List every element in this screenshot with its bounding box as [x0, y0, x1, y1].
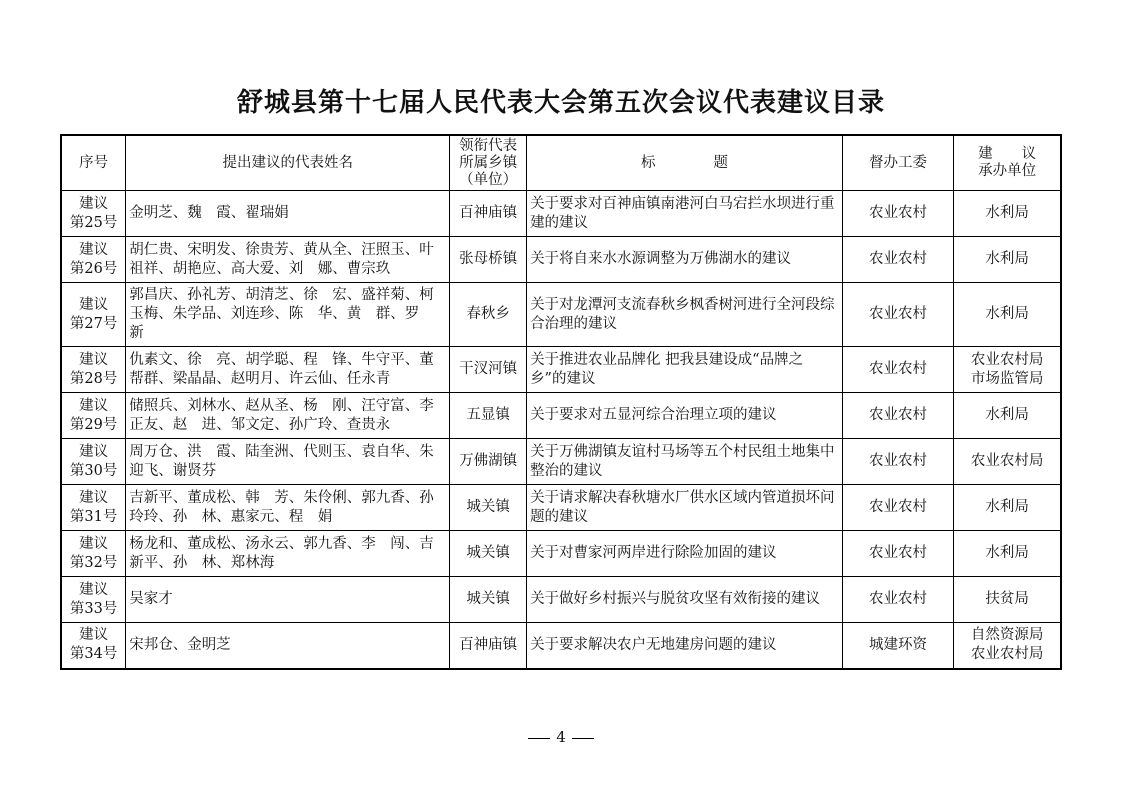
- seq-label: 建议: [79, 627, 109, 644]
- cell-unit: [954, 623, 1061, 669]
- footer-dash-left: [528, 738, 550, 739]
- supervising-office: 农业农村: [869, 591, 927, 607]
- seq-number: 第26号: [69, 260, 118, 277]
- cell-names: [126, 439, 450, 485]
- cell-title: [527, 577, 843, 623]
- town-name: 干汊河镇: [459, 361, 518, 377]
- delegate-names: 金明芝、魏 霞、翟瑞娟: [129, 205, 289, 221]
- handling-unit: 水利局: [985, 545, 1029, 561]
- seq-label: 建议: [79, 397, 109, 414]
- header-unit: [954, 135, 1061, 191]
- seq-label: 建议: [79, 443, 109, 460]
- supervising-office: 农业农村: [869, 545, 927, 561]
- cell-title: [527, 623, 843, 669]
- proposal-title: 关于万佛湖镇友谊村马场等五个村民组土地集中整治的建议: [530, 443, 835, 479]
- cell-office: [842, 439, 953, 485]
- header-town-line1: 领衔代表: [459, 137, 518, 154]
- cell-town: [450, 347, 527, 393]
- header-office: 督办工委: [842, 135, 953, 191]
- cell-title: [527, 237, 843, 283]
- handling-unit: 水利局: [985, 251, 1029, 267]
- cell-unit: [954, 347, 1061, 393]
- cell-title: [527, 347, 843, 393]
- cell-unit: [954, 283, 1061, 347]
- proposal-title: 关于对曹家河两岸进行除险加固的建议: [530, 545, 777, 561]
- proposal-title: 关于推进农业品牌化 把我县建设成“品牌之乡”的建议: [530, 351, 804, 387]
- header-unit-line1: 建 议: [978, 146, 1037, 162]
- cell-unit: [954, 577, 1061, 623]
- table-row: [61, 439, 1061, 485]
- cell-office: [842, 623, 953, 669]
- delegate-names: 吉新平、董成松、韩 芳、朱伶俐、郭九香、孙玲玲、孙 林、惠家元、程 娟: [129, 489, 434, 525]
- cell-seq: [61, 393, 126, 439]
- cell-unit: [954, 439, 1061, 485]
- footer-dash-right: [572, 738, 594, 739]
- cell-title: [527, 191, 843, 237]
- seq-label: 建议: [79, 581, 109, 598]
- table-row: [61, 393, 1061, 439]
- seq-number: 第32号: [69, 554, 118, 571]
- seq-number: 第25号: [69, 214, 118, 231]
- town-name: 张母桥镇: [459, 251, 518, 267]
- cell-names: [126, 393, 450, 439]
- handling-unit: 水利局: [985, 499, 1029, 515]
- handling-unit: 自然资源局 农业农村局: [970, 627, 1044, 663]
- town-name: 百神庙镇: [459, 205, 518, 221]
- proposal-title: 关于要求对五显河综合治理立项的建议: [530, 407, 777, 423]
- proposal-title: 关于要求解决农户无地建房问题的建议: [530, 636, 777, 653]
- delegate-names: 郭昌庆、孙礼芳、胡清芝、徐 宏、盛祥菊、柯玉梅、朱学品、刘连珍、陈 华、黄 群、罗 新: [129, 287, 434, 341]
- cell-title: [527, 283, 843, 347]
- supervising-office: 农业农村: [869, 499, 927, 515]
- cell-unit: [954, 393, 1061, 439]
- cell-office: [842, 283, 953, 347]
- town-name: 城关镇: [466, 545, 510, 561]
- header-seq: 序号: [61, 135, 126, 191]
- supervising-office: 农业农村: [869, 453, 927, 469]
- cell-unit: [954, 191, 1061, 237]
- table-header-row: [61, 135, 1061, 191]
- header-town-line2: 所属乡镇: [459, 154, 518, 171]
- header-title: 标 题: [527, 135, 843, 191]
- supervising-office: 农业农村: [869, 361, 927, 377]
- cell-seq: [61, 485, 126, 531]
- cell-title: [527, 485, 843, 531]
- cell-seq: [61, 439, 126, 485]
- table-row: [61, 623, 1061, 669]
- delegate-names: 胡仁贵、宋明发、徐贵芳、黄从全、汪照玉、叶祖祥、胡艳应、高大爱、刘 娜、曹宗玖: [129, 241, 434, 277]
- seq-number: 第33号: [69, 600, 118, 617]
- cell-town: [450, 485, 527, 531]
- town-name: 万佛湖镇: [459, 453, 518, 469]
- table-row: [61, 283, 1061, 347]
- cell-unit: [954, 531, 1061, 577]
- table-row: [61, 485, 1061, 531]
- cell-unit: [954, 237, 1061, 283]
- header-names: 提出建议的代表姓名: [126, 135, 450, 191]
- cell-town: [450, 439, 527, 485]
- cell-town: [450, 531, 527, 577]
- cell-seq: [61, 347, 126, 393]
- cell-town: [450, 623, 527, 669]
- seq-label: 建议: [79, 535, 109, 552]
- handling-unit: 水利局: [985, 407, 1029, 423]
- proposal-title: 关于做好乡村振兴与脱贫攻坚有效衔接的建议: [530, 591, 821, 607]
- supervising-office: 城建环资: [869, 636, 927, 653]
- seq-number: 第34号: [69, 646, 118, 663]
- cell-title: [527, 531, 843, 577]
- table-row: [61, 191, 1061, 237]
- header-town: [450, 135, 527, 191]
- table-body: [61, 191, 1061, 669]
- supervising-office: 农业农村: [869, 306, 927, 322]
- delegate-names: 仇素文、徐 亮、胡学聪、程 锋、牛守平、董帮群、梁晶晶、赵明月、许云仙、任永青: [129, 351, 434, 387]
- town-name: 城关镇: [466, 499, 510, 515]
- cell-names: [126, 485, 450, 531]
- cell-office: [842, 393, 953, 439]
- town-name: 百神庙镇: [459, 636, 518, 653]
- seq-label: 建议: [79, 195, 109, 212]
- cell-seq: [61, 623, 126, 669]
- handling-unit: 农业农村局 市场监管局: [970, 351, 1044, 387]
- cell-seq: [61, 531, 126, 577]
- delegate-names: 周万仓、洪 霞、陆奎洲、代则玉、袁自华、朱迎飞、谢贤芬: [129, 443, 434, 479]
- cell-office: [842, 347, 953, 393]
- cell-names: [126, 347, 450, 393]
- delegate-names: 杨龙和、董成松、汤永云、郭九香、李 闯、吉新平、孙 林、郑林海: [129, 535, 434, 571]
- cell-office: [842, 485, 953, 531]
- seq-label: 建议: [79, 241, 109, 258]
- handling-unit: 扶贫局: [985, 591, 1029, 607]
- cell-seq: [61, 237, 126, 283]
- delegate-names: 吴家才: [129, 591, 173, 607]
- cell-town: [450, 191, 527, 237]
- delegate-names: 宋邦仓、金明芝: [129, 636, 231, 653]
- seq-number: 第28号: [69, 370, 118, 387]
- document-title: 舒城县第十七届人民代表大会第五次会议代表建议目录: [236, 88, 885, 118]
- cell-town: [450, 283, 527, 347]
- cell-names: [126, 623, 450, 669]
- cell-seq: [61, 283, 126, 347]
- proposal-title: 关于要求对百神庙镇南港河白马宕拦水坝进行重建的建议: [530, 195, 835, 231]
- cell-names: [126, 237, 450, 283]
- cell-seq: [61, 577, 126, 623]
- supervising-office: 农业农村: [869, 407, 927, 423]
- cell-names: [126, 283, 450, 347]
- delegate-names: 储照兵、刘林水、赵从圣、杨 刚、汪守富、李正友、赵 进、邹文定、孙广玲、查贵永: [129, 397, 434, 433]
- cell-town: [450, 577, 527, 623]
- town-name: 城关镇: [466, 591, 510, 607]
- cell-names: [126, 577, 450, 623]
- cell-town: [450, 237, 527, 283]
- seq-label: 建议: [79, 296, 109, 313]
- seq-number: 第30号: [69, 462, 118, 479]
- seq-label: 建议: [79, 489, 109, 506]
- cell-seq: [61, 191, 126, 237]
- page-footer: [0, 728, 1122, 746]
- proposal-title: 关于将自来水水源调整为万佛湖水的建议: [530, 251, 792, 267]
- seq-number: 第29号: [69, 416, 118, 433]
- seq-label: 建议: [79, 351, 109, 368]
- cell-unit: [954, 485, 1061, 531]
- supervising-office: 农业农村: [869, 251, 927, 267]
- table-row: [61, 577, 1061, 623]
- handling-unit: 水利局: [985, 306, 1029, 322]
- proposal-table: [60, 134, 1062, 670]
- proposal-title: 关于对龙潭河支流春秋乡枫香树河进行全河段综合治理的建议: [530, 296, 835, 332]
- cell-title: [527, 393, 843, 439]
- proposal-title: 关于请求解决春秋塘水厂供水区域内管道损坏问题的建议: [530, 489, 835, 525]
- cell-town: [450, 393, 527, 439]
- seq-number: 第31号: [69, 508, 118, 525]
- header-unit-line2: 承办单位: [978, 163, 1037, 179]
- header-town-line3: （单位）: [459, 171, 518, 188]
- handling-unit: 农业农村局: [970, 453, 1044, 469]
- town-name: 春秋乡: [466, 306, 510, 322]
- table-row: [61, 237, 1061, 283]
- cell-names: [126, 531, 450, 577]
- supervising-office: 农业农村: [869, 205, 927, 221]
- cell-names: [126, 191, 450, 237]
- cell-title: [527, 439, 843, 485]
- page-number: 4: [556, 728, 566, 746]
- cell-office: [842, 191, 953, 237]
- seq-number: 第27号: [69, 315, 118, 332]
- cell-office: [842, 577, 953, 623]
- cell-office: [842, 531, 953, 577]
- table-row: [61, 347, 1061, 393]
- cell-office: [842, 237, 953, 283]
- town-name: 五显镇: [466, 407, 510, 423]
- table-row: [61, 531, 1061, 577]
- handling-unit: 水利局: [985, 205, 1029, 221]
